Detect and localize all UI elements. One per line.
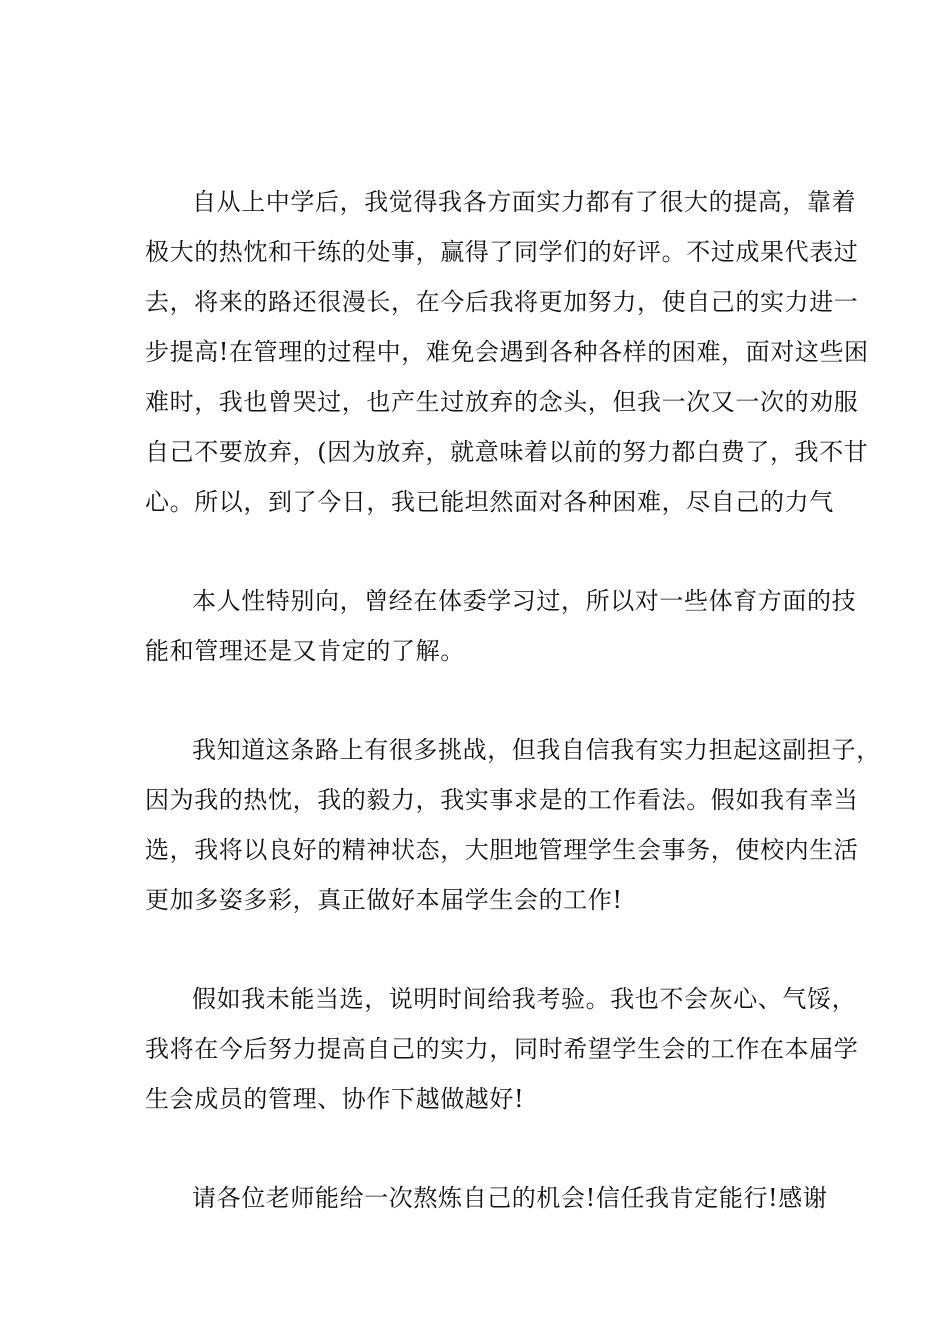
paragraph-line: 步提高!在管理的过程中，难免会遇到各种各样的困难，面对这些困 [145,338,869,366]
paragraph-line: 生会成员的管理、协作下越做越好! [145,1085,525,1113]
paragraph-line: 心。所以，到了今日，我已能坦然面对各种困难，尽自己的力气 [145,488,834,516]
paragraph-line: 难时，我也曾哭过，也产生过放弃的念头，但我一次又一次的劝服 [145,388,859,416]
paragraph-line: 选，我将以良好的精神状态，大胆地管理学生会事务，使校内生活 [145,836,859,864]
paragraph-line: 去，将来的路还很漫长，在今后我将更加努力，使自己的实力进一 [145,288,859,316]
paragraph-line: 假如我未能当选，说明时间给我考验。我也不会灰心、气馁， [192,985,857,1013]
paragraph-line: 更加多姿多彩，真正做好本届学生会的工作! [145,886,623,914]
paragraph-line: 极大的热忱和干练的处事，赢得了同学们的好评。不过成果代表过 [145,238,859,266]
paragraph-line: 自从上中学后，我觉得我各方面实力都有了很大的提高，靠着 [192,188,857,216]
paragraph-line: 本人性特别向，曾经在体委学习过，所以对一些体育方面的技 [192,587,857,615]
paragraph-line: 我将在今后努力提高自己的实力，同时希望学生会的工作在本届学 [145,1035,859,1063]
paragraph-line: 能和管理还是又肯定的了解。 [145,637,465,665]
paragraph-line: 自己不要放弃，(因为放弃，就意味着以前的努力都白费了，我不甘 [145,438,869,466]
paragraph-line: 我知道这条路上有很多挑战，但我自信我有实力担起这副担子， [192,736,881,764]
paragraph-line: 请各位老师能给一次熬炼自己的机会!信任我肯定能行!感谢 [192,1184,828,1212]
paragraph-line: 因为我的热忱，我的毅力，我实事求是的工作看法。假如我有幸当 [145,786,859,814]
